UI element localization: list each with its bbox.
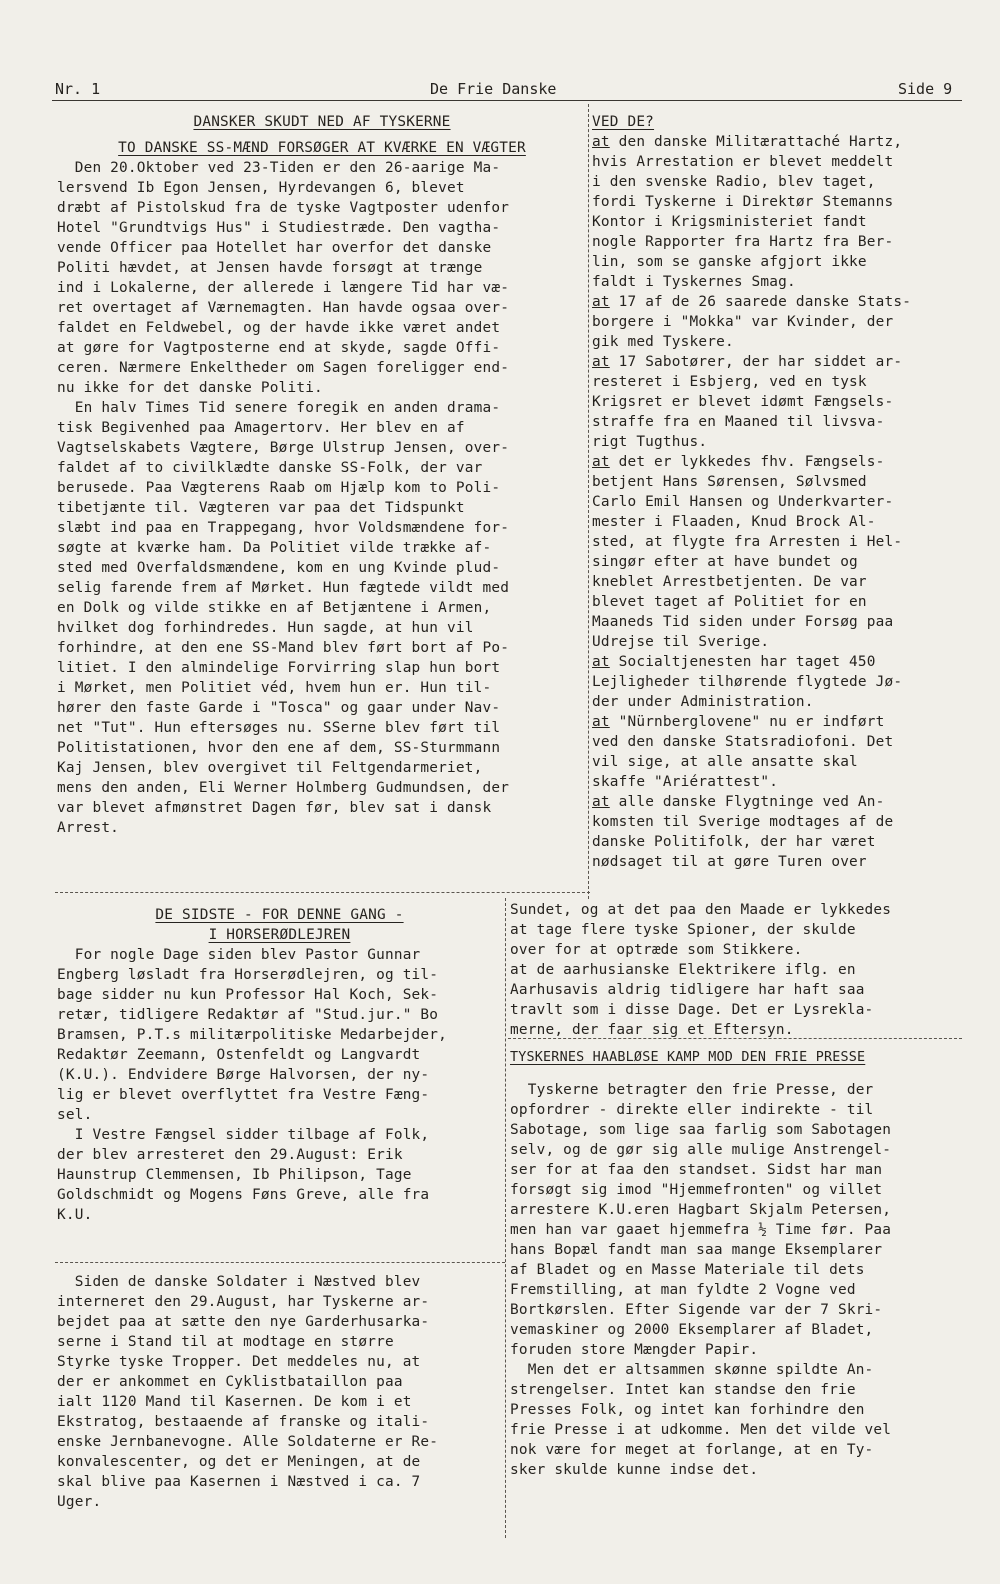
text-line: strengelser. Intet kan standse den frie [510,1382,856,1398]
page-number: Side 9 [898,80,953,98]
text-line: Engberg løsladt fra Horserødlejren, og til- [57,967,439,983]
text-line: forsøgt sig imod "Hjemmefronten" og villet [510,1182,883,1198]
item-text: nødsaget til at gøre Turen over [592,854,867,870]
text-line: nu ikke for det danske Politi. [57,380,323,396]
text-line [592,632,962,652]
text-line: nok være for meget at forlange, at en Ty- [510,1442,874,1458]
item-lead: at [592,654,610,670]
item-text: "Nürnberglovene" nu er indført [609,714,885,730]
item-text: gik med Tyskere. [592,334,734,350]
text-line [592,152,962,172]
text-line [592,432,962,452]
text-line [592,812,962,832]
item-text: komsten til Sverige modtages af de [592,814,894,830]
text-line [592,492,962,512]
text-line [592,552,962,572]
text-line: enske Jernbanevogne. Alle Soldaterne er Re- [57,1434,439,1450]
text-line: ceren. Nærmere Enkeltheder om Sagen foreligger end- [57,360,510,376]
text-line [592,232,962,252]
article-body [57,158,587,838]
item-text: ved den danske Statsradiofoni. Det [592,734,894,750]
item-text: skaffe "Ariérattest". [592,774,779,790]
text-line: opfordrer - direkte eller indirekte - til [510,1102,874,1118]
text-line: sted med Overfaldsmændene, kom en ung Kvinde plud- [57,560,501,576]
text-line: at tage flere tyske Spioner, der skulde [510,922,856,938]
text-line [592,392,962,412]
text-line [592,612,962,632]
article-body [57,1272,502,1512]
text-line: Fremstilling, at man fyldte 2 Vogne ved [510,1282,856,1298]
text-line [592,532,962,552]
item-text: der under Administration. [592,694,814,710]
text-line: Haunstrup Clemmensen, Ib Philipson, Tage [57,1167,412,1183]
text-line: hvilket dog forhindredes. Hun sagde, at hun vil [57,620,474,636]
item-lead: at [592,294,610,310]
item-text: Lejligheder tilhørende flygtede Jø- [592,674,903,690]
text-line: men han var gaaet hjemmefra ½ Time før. Paa [510,1222,892,1238]
item-text: sted, at flygte fra Arresten i Hel- [592,534,903,550]
text-line: at de aarhusianske Elektrikere iflg. en [510,962,856,978]
item-text: den danske Militærattaché Hartz, [609,134,903,150]
article-body [592,132,962,872]
item-text: Kontor i Krigsministeriet fandt [592,214,867,230]
text-line [592,312,962,332]
text-line: (K.U.). Endvidere Børge Halvorsen, der ny- [57,1067,430,1083]
text-line: Presses Folk, og intet kan forhindre den [510,1402,865,1418]
text-line: sel. [57,1107,93,1123]
item-text: hvis Arrestation er blevet meddelt [592,154,894,170]
text-line: Siden de danske Soldater i Næstved blev [57,1274,421,1290]
text-line: over for at optræde som Stikkere. [510,942,803,958]
text-line: interneret den 29.August, har Tyskerne ar- [57,1294,430,1310]
text-line: sker skulde kunne indse det. [510,1462,759,1478]
text-line: Politi hævdet, at Jensen havde forsøgt at trænge [57,260,483,276]
text-line [592,512,962,532]
article-title: DE SIDSTE - FOR DENNE GANG - [155,907,404,923]
text-line: vemaskiner og 2000 Eksemplarer af Bladet, [510,1322,874,1338]
text-line: Tyskerne betragter den frie Presse, der [510,1082,874,1098]
text-line: selig farende frem af Mørket. Hun fægtede vildt med [57,580,510,596]
article-naestved [57,1272,502,1512]
item-text: blevet taget af Politiet for en [592,594,867,610]
text-line [592,772,962,792]
item-text: betjent Hans Sørensen, Sølvsmed [592,474,867,490]
text-line: Hotel "Grundtvigs Hus" i Studiestræde. Den vagtha- [57,220,501,236]
text-line: arrestere K.U.eren Hagbart Skjalm Petersen, [510,1202,892,1218]
item-text: 17 af de 26 saarede danske Stats- [609,294,912,310]
text-line: foruden store Mængder Papir. [510,1342,759,1358]
text-line: ind i Lokalerne, der allerede i længere Tid har væ- [57,280,510,296]
text-line: dræbt af Pistolskud fra de tyske Vagtposter udenfor [57,200,510,216]
text-line: var blevet afmønstret Dagen før, blev sat i dansk [57,800,492,816]
text-line: Den 20.Oktober ved 23-Tiden er den 26-aarige Ma- [57,160,501,176]
text-line: Vagtselskabets Vægtere, Børge Ulstrup Jensen, over- [57,440,510,456]
text-line: i Mørket, men Politiet véd, hvem hun er. Hun til- [57,680,492,696]
text-line: konvalescenter, og det er Meningen, at de [57,1454,421,1470]
text-line: at gøre for Vagtposterne end at skyde, sagde Offi- [57,340,501,356]
article-title: DANSKER SKUDT NED AF TYSKERNE [193,114,451,130]
text-line: lig er blevet overflyttet fra Vestre Fæng- [57,1087,430,1103]
text-line [592,452,962,472]
text-line: Sundet, og at det paa den Maade er lykkedes [510,902,892,918]
text-line [592,292,962,312]
item-text: singør efter at have bundet og [592,554,858,570]
text-line: vende Officer paa Hotellet har overfor det danske [57,240,492,256]
text-line: mens den anden, Eli Werner Holmberg Gudmundsen, der [57,780,510,796]
text-line: Ekstratog, bestaaende af franske og itali- [57,1414,430,1430]
text-line: For nogle Dage siden blev Pastor Gunnar [57,947,421,963]
article-ved-de-continued [510,900,962,1040]
text-line: slæbt ind paa en Trappegang, hvor Voldsmændene for- [57,520,510,536]
item-lead: at [592,714,610,730]
text-line: litiet. I den almindelige Forvirring slap hun bort [57,660,501,676]
text-line [592,852,962,872]
text-line: skal blive paa Kasernen i Næstved i ca. 7 [57,1474,421,1490]
text-line: forhindre, at den ene SS-Mand blev ført bort af Po- [57,640,510,656]
text-line [592,652,962,672]
text-line [592,832,962,852]
text-line: hans Bopæl fandt man saa mange Eksemplarer [510,1242,883,1258]
text-line: hører den faste Garde i "Tosca" og gaar under Nav- [57,700,501,716]
item-lead: at [592,454,610,470]
text-line: serne i Stand til at modtage en større [57,1334,394,1350]
item-lead: at [592,354,610,370]
text-line: ret overtaget af Værnemagten. Han havde ogsaa over- [57,300,510,316]
text-line [592,132,962,152]
publication-name: De Frie Danske [430,80,557,98]
text-line: K.U. [57,1207,93,1223]
item-lead: at [592,134,610,150]
article-de-sidste [57,905,502,1225]
text-line [592,732,962,752]
item-lead: at [592,794,610,810]
text-line: Politistationen, hvor den ene af dem, SS-Sturmmann [57,740,501,756]
article-body [510,900,962,1040]
item-text: mester i Flaaden, Knud Brock Al- [592,514,876,530]
item-text: rigt Tugthus. [592,434,708,450]
item-text: Krigsret er blevet idømt Fængsels- [592,394,894,410]
header-rule [52,100,962,101]
text-line: Uger. [57,1494,102,1510]
text-line [592,692,962,712]
text-line [592,172,962,192]
text-line [592,712,962,732]
item-text: straffe fra en Maaned til livsva- [592,414,885,430]
text-line: Arrest. [57,820,120,836]
text-line: tibetjænte til. Vægteren var paa det Tidspunkt [57,500,465,516]
article-tyskernes-kamp [510,1048,962,1480]
text-line: Kaj Jensen, blev overgivet til Feltgendarmeriet, [57,760,483,776]
text-line: der er ankommet en Cyklistbataillon paa [57,1374,403,1390]
text-line [592,672,962,692]
item-text: nogle Rapporter fra Hartz fra Ber- [592,234,894,250]
item-text: fordi Tyskerne i Direktør Stemanns [592,194,894,210]
item-text: Carlo Emil Hansen og Underkvarter- [592,494,894,510]
text-line: der blev arresteret den 29.August: Erik [57,1147,403,1163]
item-text: Udrejse til Sverige. [592,634,770,650]
text-line: lersvend Ib Egon Jensen, Hyrdevangen 6, blevet [57,180,465,196]
article-title: VED DE? [592,114,655,130]
item-text: 17 Sabotører, der har siddet ar- [609,354,903,370]
text-line: travlt som i disse Dage. Det er Lysrekla- [510,1002,874,1018]
column-divider [588,104,589,899]
text-line: Aarhusavis aldrig tidligere har haft saa [510,982,865,998]
text-line: ialt 1120 Mand til Kasernen. De kom i et [57,1394,412,1410]
article-ved-de [592,112,962,872]
text-line: Bramsen, P.T.s militærpolitiske Medarbejder, [57,1027,448,1043]
text-line: Sabotage, som lige saa farlig som Sabotagen [510,1122,892,1138]
item-text: resteret i Esbjerg, ved en tysk [592,374,867,390]
column-divider-lower [505,898,506,1538]
text-line: Bortkørslen. Efter Sigende var der 7 Skri- [510,1302,883,1318]
text-line [592,332,962,352]
text-line: selv, og de gør sig alle mulige Anstrengel- [510,1142,892,1158]
issue-number: Nr. 1 [55,80,101,98]
text-line [592,572,962,592]
article-body [57,945,502,1225]
text-line [592,272,962,292]
text-line [592,412,962,432]
text-line: Styrke tyske Tropper. Det meddeles nu, at [57,1354,421,1370]
item-text: Socialtjenesten har taget 450 [609,654,876,670]
article-title: TYSKERNES HAABLØSE KAMP MOD DEN FRIE PRESSE [510,1050,866,1065]
text-line: En halv Times Tid senere foregik en anden drama- [57,400,501,416]
item-text: borgere i "Mokka" var Kvinder, der [592,314,894,330]
section-divider [55,892,590,893]
text-line [592,592,962,612]
item-text: faldt i Tyskernes Smag. [592,274,796,290]
item-text: vil sige, at alle ansatte skal [592,754,858,770]
text-line [592,252,962,272]
section-divider [55,1262,505,1263]
text-line [592,752,962,772]
item-text: det er lykkedes fhv. Fængsels- [609,454,885,470]
item-text: kneblet Arrestbetjenten. De var [592,574,867,590]
text-line: tisk Begivenhed paa Amagertorv. Her blev en af [57,420,465,436]
item-text: Maaneds Tid siden under Forsøg paa [592,614,894,630]
text-line: bage sidder nu kun Professor Hal Koch, Sek- [57,987,439,1003]
text-line: frie Presse i at udkomme. Men det vilde vel [510,1422,892,1438]
item-text: alle danske Flygtninge ved An- [609,794,885,810]
text-line [592,212,962,232]
text-line: berusede. Paa Vægterens Raab om Hjælp kom to Poli- [57,480,501,496]
text-line: faldet en Feldwebel, og der havde ikke været andet [57,320,501,336]
article-dansker-skudt [57,112,587,838]
text-line: faldet af to civilklædte danske SS-Folk, der var [57,460,483,476]
article-body [510,1080,962,1480]
text-line [592,192,962,212]
article-title-line2: I HORSERØDLEJREN [208,927,351,943]
article-subtitle: TO DANSKE SS-MÆND FORSØGER AT KVÆRKE EN VÆGTER [118,140,526,156]
text-line: bejdet paa at sætte den nye Garderhusarka- [57,1314,430,1330]
text-line [592,372,962,392]
text-line: ser for at faa den standset. Sidst har man [510,1162,883,1178]
item-text: danske Politifolk, der har været [592,834,876,850]
text-line [592,472,962,492]
text-line: søgte at kværke ham. Da Politiet vilde trække af- [57,540,492,556]
text-line: I Vestre Fængsel sidder tilbage af Folk, [57,1127,430,1143]
item-text: lin, som se ganske afgjort ikke [592,254,867,270]
text-line: en Dolk og vilde stikke en af Betjæntene i Armen, [57,600,492,616]
text-line: net "Tut". Hun eftersøges nu. SSerne blev ført til [57,720,501,736]
text-line: Goldschmidt og Mogens Føns Greve, alle fra [57,1187,430,1203]
text-line: af Bladet og en Masse Materiale til dets [510,1262,865,1278]
text-line: merne, der faar sig et Eftersyn. [510,1022,794,1038]
text-line: Redaktør Zeemann, Ostenfeldt og Langvardt [57,1047,421,1063]
item-text: i den svenske Radio, blev taget, [592,174,876,190]
text-line: Men det er altsammen skønne spildte An- [510,1362,874,1378]
text-line [592,792,962,812]
text-line: retær, tidligere Redaktør af "Stud.jur." Bo [57,1007,439,1023]
text-line [592,352,962,372]
